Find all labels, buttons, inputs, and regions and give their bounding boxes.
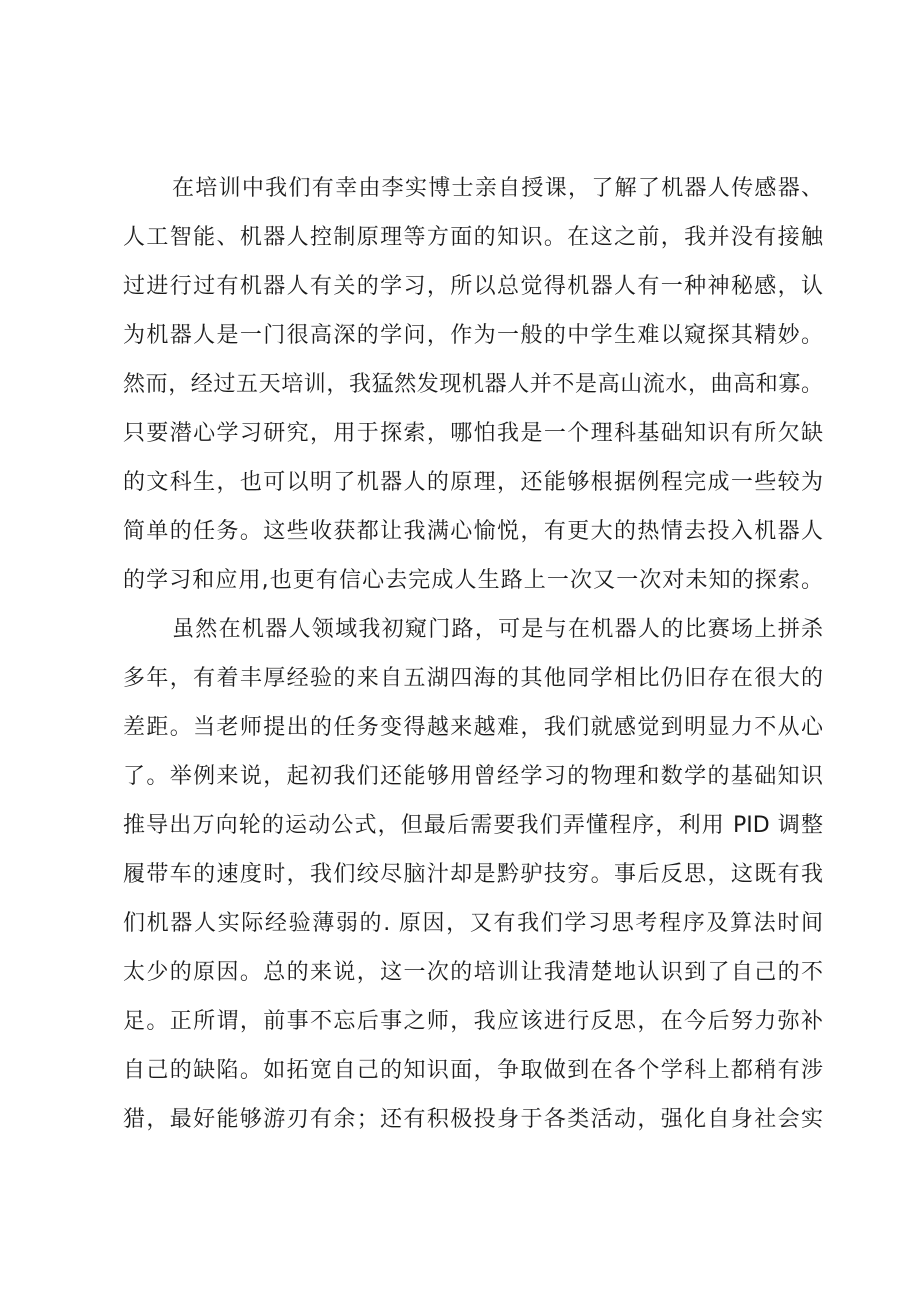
paragraph-2-line-6: 履带车的速度时，我们绞尽脑汁却是黔驴技穷。事后反思，这既有我 bbox=[123, 862, 823, 887]
paragraph-2-line-5: 推导出万向轮的运动公式，但最后需要我们弄懂程序，利用 PID 调整 bbox=[123, 813, 823, 838]
paragraph-2-line-9: 足。正所谓，前事不忘后事之师，我应该进行反思，在今后努力弥补 bbox=[123, 1009, 823, 1034]
paragraph-2-line-7: 们机器人实际经验薄弱的. 原因，又有我们学习思考程序及算法时间 bbox=[123, 911, 823, 936]
paragraph-2-line-4: 了。举例来说，起初我们还能够用曾经学习的物理和数学的基础知识 bbox=[123, 764, 823, 789]
paragraph-1-line-8: 简单的任务。这些收获都让我满心愉悦，有更大的热情去投入机器人 bbox=[123, 519, 823, 544]
paragraph-2-line-3: 差距。当老师提出的任务变得越来越难，我们就感觉到明显力不从心 bbox=[123, 715, 823, 740]
paragraph-1-line-7: 的文科生，也可以明了机器人的原理，还能够根据例程完成一些较为 bbox=[123, 470, 823, 495]
paragraph-2-line-10: 自己的缺陷。如拓宽自己的知识面，争取做到在各个学科上都稍有涉 bbox=[123, 1058, 823, 1083]
paragraph-1-line-4: 为机器人是一门很高深的学问，作为一般的中学生难以窥探其精妙。 bbox=[123, 323, 823, 348]
paragraph-2-line-11: 猎，最好能够游刃有余；还有积极投身于各类活动，强化自身社会实 bbox=[123, 1107, 823, 1132]
paragraph-1-line-9: 的学习和应用,也更有信心去完成人生路上一次又一次对未知的探索。 bbox=[123, 568, 823, 593]
paragraph-1-line-6: 只要潜心学习研究，用于探索，哪怕我是一个理科基础知识有所欠缺 bbox=[123, 421, 823, 446]
paragraph-1-line-2: 人工智能、机器人控制原理等方面的知识。在这之前，我并没有接触 bbox=[123, 225, 823, 250]
paragraph-1-line-1: 在培训中我们有幸由李实博士亲自授课，了解了机器人传感器、 bbox=[172, 176, 823, 201]
paragraph-2-line-8: 太少的原因。总的来说，这一次的培训让我清楚地认识到了自己的不 bbox=[123, 960, 823, 985]
paragraph-1-line-5: 然而，经过五天培训，我猛然发现机器人并不是高山流水，曲高和寡。 bbox=[123, 372, 823, 397]
paragraph-2-line-2: 多年，有着丰厚经验的来自五湖四海的其他同学相比仍旧存在很大的 bbox=[123, 666, 823, 691]
paragraph-1-line-3: 过进行过有机器人有关的学习，所以总觉得机器人有一种神秘感，认 bbox=[123, 274, 823, 299]
paragraph-2-line-1: 虽然在机器人领域我初窥门路，可是与在机器人的比赛场上拼杀 bbox=[172, 617, 823, 642]
